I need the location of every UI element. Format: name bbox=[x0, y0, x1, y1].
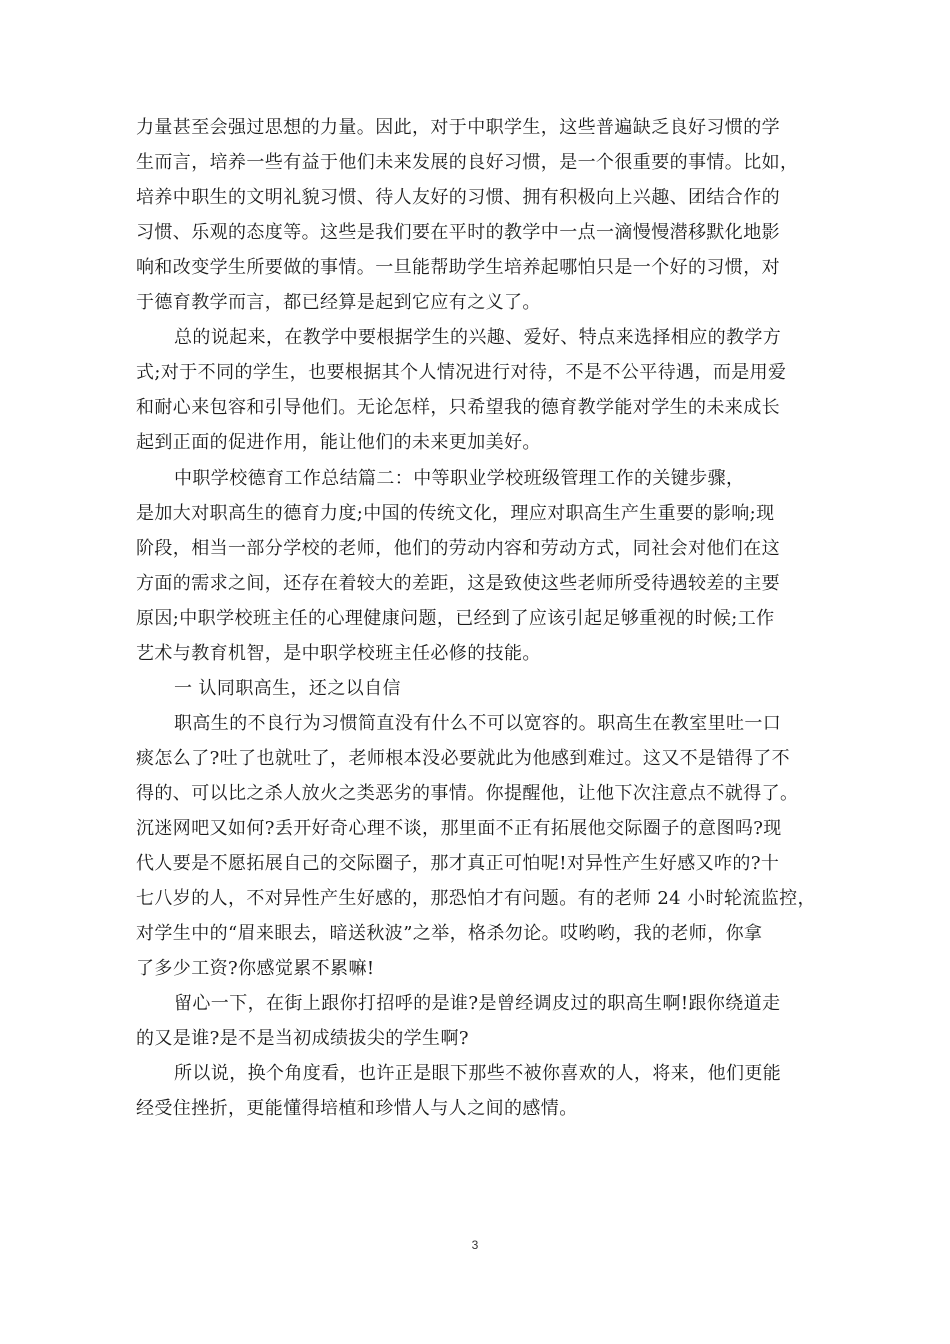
text-line: 于德育教学而言，都已经算是起到它应有之义了。 bbox=[136, 292, 541, 313]
text-line: 对学生中的“眉来眼去，暗送秋波”之举，格杀勿论。哎哟哟，我的老师，你拿 bbox=[136, 923, 763, 944]
section-heading: 一 认同职高生，还之以自信 bbox=[174, 678, 401, 699]
text-line: 生而言，培养一些有益于他们未来发展的良好习惯，是一个很重要的事情。比如， bbox=[136, 152, 799, 173]
text-line: 了多少工资?你感觉累不累嘛! bbox=[136, 958, 375, 979]
text-line: 是加大对职高生的德育力度;中国的传统文化，理应对职高生产生重要的影响;现 bbox=[136, 503, 775, 524]
paragraph-first-line: 职高生的不良行为习惯简直没有什么不可以宽容的。职高生在教室里吐一口 bbox=[174, 713, 782, 734]
text-line: 的又是谁?是不是当初成绩拔尖的学生啊? bbox=[136, 1028, 469, 1049]
text-line: 原因;中职学校班主任的心理健康问题，已经到了应该引起足够重视的时候;工作 bbox=[136, 608, 775, 629]
paragraph-first-line: 所以说，换个角度看，也许正是眼下那些不被你喜欢的人，将来，他们更能 bbox=[174, 1063, 782, 1084]
text-line: 痰怎么了?吐了也就吐了，老师根本没必要就此为他感到难过。这又不是错得了不 bbox=[136, 748, 791, 769]
paragraph-first-line: 留心一下，在街上跟你打招呼的是谁?是曾经调皮过的职高生啊!跟你绕道走 bbox=[174, 993, 781, 1014]
text-line: 艺术与教育机智，是中职学校班主任必修的技能。 bbox=[136, 643, 541, 664]
text-line: 阶段，相当一部分学校的老师，他们的劳动内容和劳动方式，同社会对他们在这 bbox=[136, 538, 780, 559]
text-line: 沉迷网吧又如何?丢开好奇心理不谈，那里面不正有拓展他交际圈子的意图吗?现 bbox=[136, 818, 782, 839]
paragraph-first-line: 中职学校德育工作总结篇二：中等职业学校班级管理工作的关键步骤， bbox=[174, 468, 745, 489]
text-line: 方面的需求之间，还存在着较大的差距，这是致使这些老师所受待遇较差的主要 bbox=[136, 573, 780, 594]
text-line: 力量甚至会强过思想的力量。因此，对于中职学生，这些普遍缺乏良好习惯的学 bbox=[136, 117, 780, 138]
text-line: 代人要是不愿拓展自己的交际圈子，那才真正可怕呢!对异性产生好感又咋的?十 bbox=[136, 853, 780, 874]
text-line: 起到正面的促进作用，能让他们的未来更加美好。 bbox=[136, 432, 541, 453]
text-line: 经受住挫折，更能懂得培植和珍惜人与人之间的感情。 bbox=[136, 1098, 578, 1119]
text-line: 得的、可以比之杀人放火之类恶劣的事情。你提醒他，让他下次注意点不就得了。 bbox=[136, 783, 799, 804]
text-line: 培养中职生的文明礼貌习惯、待人友好的习惯、拥有积极向上兴趣、团结合作的 bbox=[136, 187, 780, 208]
text-line: 和耐心来包容和引导他们。无论怎样，只希望我的德育教学能对学生的未来成长 bbox=[136, 397, 780, 418]
page-number: 3 bbox=[471, 1238, 479, 1252]
text-line: 式;对于不同的学生，也要根据其个人情况进行对待，不是不公平待遇，而是用爱 bbox=[136, 362, 787, 383]
paragraph-first-line: 总的说起来，在教学中要根据学生的兴趣、爱好、特点来选择相应的教学方 bbox=[174, 327, 782, 348]
text-line: 习惯、乐观的态度等。这些是我们要在平时的教学中一点一滴慢慢潜移默化地影 bbox=[136, 222, 780, 243]
text-line: 七八岁的人，不对异性产生好感的，那恐怕才有问题。有的老师 24 小时轮流监控， bbox=[136, 888, 816, 909]
text-line: 响和改变学生所要做的事情。一旦能帮助学生培养起哪怕只是一个好的习惯，对 bbox=[136, 257, 780, 278]
